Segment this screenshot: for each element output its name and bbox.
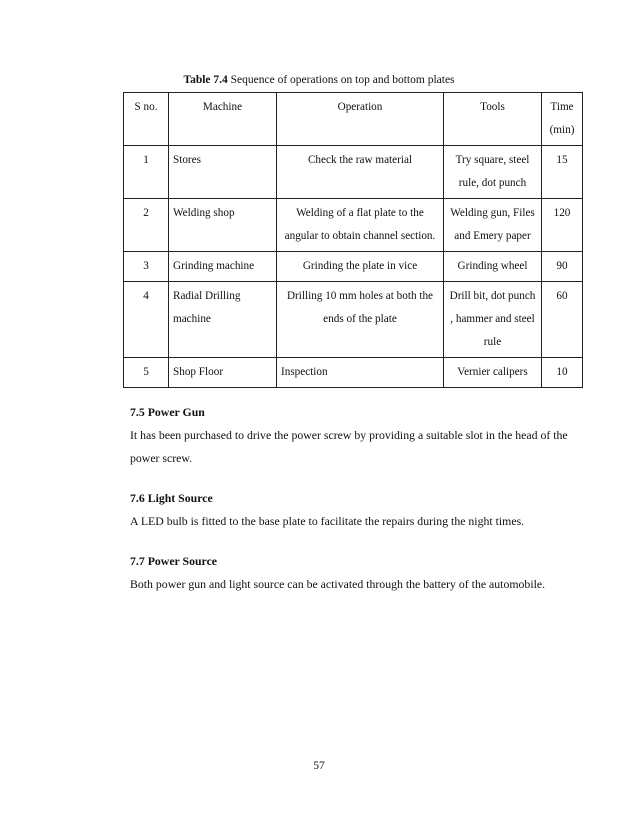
- cell-machine: Shop Floor: [169, 358, 277, 388]
- page-number: 57: [313, 760, 325, 772]
- cell-time: 60: [542, 282, 583, 358]
- section-text: A LED bulb is fitted to the base plate to facilitate the repairs during the night times.: [130, 514, 525, 528]
- cell-machine: Grinding machine: [169, 252, 277, 282]
- section-text: It has been purchased to drive the power screw by providing a suitable slot in the head of the power screw.: [130, 428, 568, 465]
- table-row: [124, 199, 583, 252]
- section-text: Both power gun and light source can be activated through the battery of the automobile.: [130, 577, 546, 591]
- cell-operation: Inspection: [277, 358, 444, 388]
- header-operation: Operation: [277, 93, 444, 146]
- cell-tools: Welding gun, Files and Emery paper: [444, 199, 542, 252]
- cell-tools: Grinding wheel: [444, 252, 542, 282]
- section-heading: 7.6 Light Source: [130, 491, 213, 505]
- section-power-gun: [130, 404, 592, 470]
- section-light-source: [130, 490, 592, 533]
- operations-table: [123, 92, 583, 388]
- cell-sno: 2: [124, 199, 169, 252]
- cell-operation: Welding of a flat plate to the angular to obtain channel section.: [277, 199, 444, 252]
- section-heading: 7.5 Power Gun: [130, 405, 205, 419]
- table-caption-text: Sequence of operations on top and bottom plates: [227, 74, 455, 86]
- cell-sno: 4: [124, 282, 169, 358]
- cell-time: 10: [542, 358, 583, 388]
- cell-machine: Stores: [169, 146, 277, 199]
- header-time: Time (min): [542, 93, 583, 146]
- cell-operation: Check the raw material: [277, 146, 444, 199]
- section-heading: 7.7 Power Source: [130, 554, 218, 568]
- header-machine: Machine: [169, 93, 277, 146]
- cell-machine: Welding shop: [169, 199, 277, 252]
- cell-operation: Grinding the plate in vice: [277, 252, 444, 282]
- cell-tools: Try square, steel rule, dot punch: [444, 146, 542, 199]
- table-row: [124, 252, 583, 282]
- cell-sno: 5: [124, 358, 169, 388]
- table-header-row: [124, 93, 583, 146]
- table-row: [124, 146, 583, 199]
- cell-sno: 3: [124, 252, 169, 282]
- table-row: [124, 358, 583, 388]
- cell-tools: Drill bit, dot punch , hammer and steel rule: [444, 282, 542, 358]
- table-caption: [0, 72, 638, 88]
- cell-tools: Vernier calipers: [444, 358, 542, 388]
- cell-time: 120: [542, 199, 583, 252]
- section-power-source: [130, 553, 592, 596]
- table-row: [124, 282, 583, 358]
- header-sno: S no.: [124, 93, 169, 146]
- table-caption-label: Table 7.4: [183, 74, 228, 86]
- cell-sno: 1: [124, 146, 169, 199]
- cell-operation: Drilling 10 mm holes at both the ends of the plate: [277, 282, 444, 358]
- cell-time: 15: [542, 146, 583, 199]
- cell-machine: Radial Drilling machine: [169, 282, 277, 358]
- cell-time: 90: [542, 252, 583, 282]
- header-tools: Tools: [444, 93, 542, 146]
